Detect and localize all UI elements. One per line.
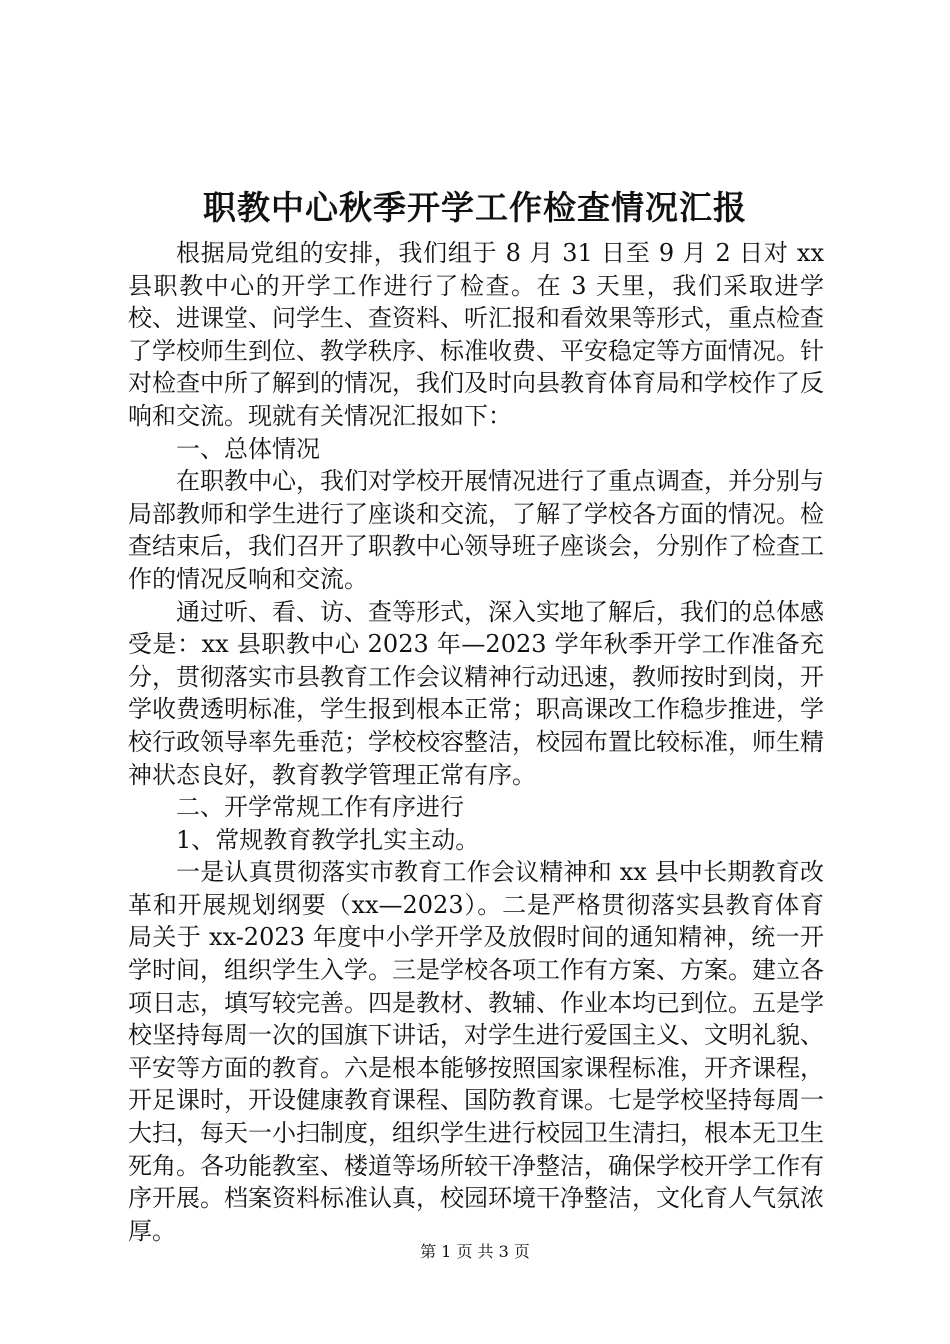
document-title: 职教中心秋季开学工作检查情况汇报	[203, 188, 747, 227]
paragraph-teaching-details: 一是认真贯彻落实市教育工作会议精神和 xx 县中长期教育改革和开展规划纲要（xx—2023）。二是严格贯彻落实县教育体育局关于 xx-2023 年度中小学开学及放假时间的通知精神，统一开学时间，组织学生入学。三是学校各项工作有方案、方案。建立各项日志，填写较完善。四是教材、教辅、作业本均已到位。五是学校坚持每周一次的国旗下讲话，对学生进行爱国主义、文明礼貌、平安等方面的教育。六是根本能够按照国家课程标准，开齐课程，开足课时，开设健康教育课程、国防教育课。七是学校坚持每周一大扫，每天一小扫制度，组织学生进行校园卫生清扫，根本无卫生死角。各功能教室、楼道等场所较干净整洁，确保学校开学工作有序开展。档案资料标准认真，校园环境干净整洁，文化育人气氛浓厚。	[128, 858, 824, 1245]
page-footer: 第 1 页 共 3 页	[420, 1242, 530, 1261]
paragraph-overall-impression: 通过听、看、访、查等形式，深入实地了解后，我们的总体感受是：xx 县职教中心 2023 年—2023 学年秋季开学工作准备充分，贯彻落实市县教育工作会议精神行动迅速，教师按时到岗，开学收费透明标准，学生报到根本正常；职高课改工作稳步推进，学校行政领导率先垂范；学校校容整洁，校园布置比较标准，师生精神状态良好，教育教学管理正常有序。	[128, 597, 824, 789]
section-heading-overall: 一、总体情况	[176, 434, 320, 463]
paragraph-overall-investigation: 在职教中心，我们对学校开展情况进行了重点调查，并分别与局部教师和学生进行了座谈和交流，了解了学校各方面的情况。检查结束后，我们召开了职教中心领导班子座谈会，分别作了检查工作的情况反响和交流。	[128, 467, 824, 593]
section-heading-routine-work: 二、开学常规工作有序进行	[176, 793, 464, 822]
subsection-heading-teaching: 1、常规教育教学扎实主动。	[176, 825, 480, 854]
document-body	[128, 237, 824, 1247]
paragraph-intro: 根据局党组的安排，我们组于 8 月 31 日至 9 月 2 日对 xx 县职教中心的开学工作进行了检查。在 3 天里，我们采取进学校、进课堂、问学生、查资料、听汇报和看效果等形式，重点检查了学校师生到位、教学秩序、标准收费、平安稳定等方面情况。针对检查中所了解到的情况，我们及时向县教育体育局和学校作了反响和交流。现就有关情况汇报如下：	[128, 239, 824, 430]
